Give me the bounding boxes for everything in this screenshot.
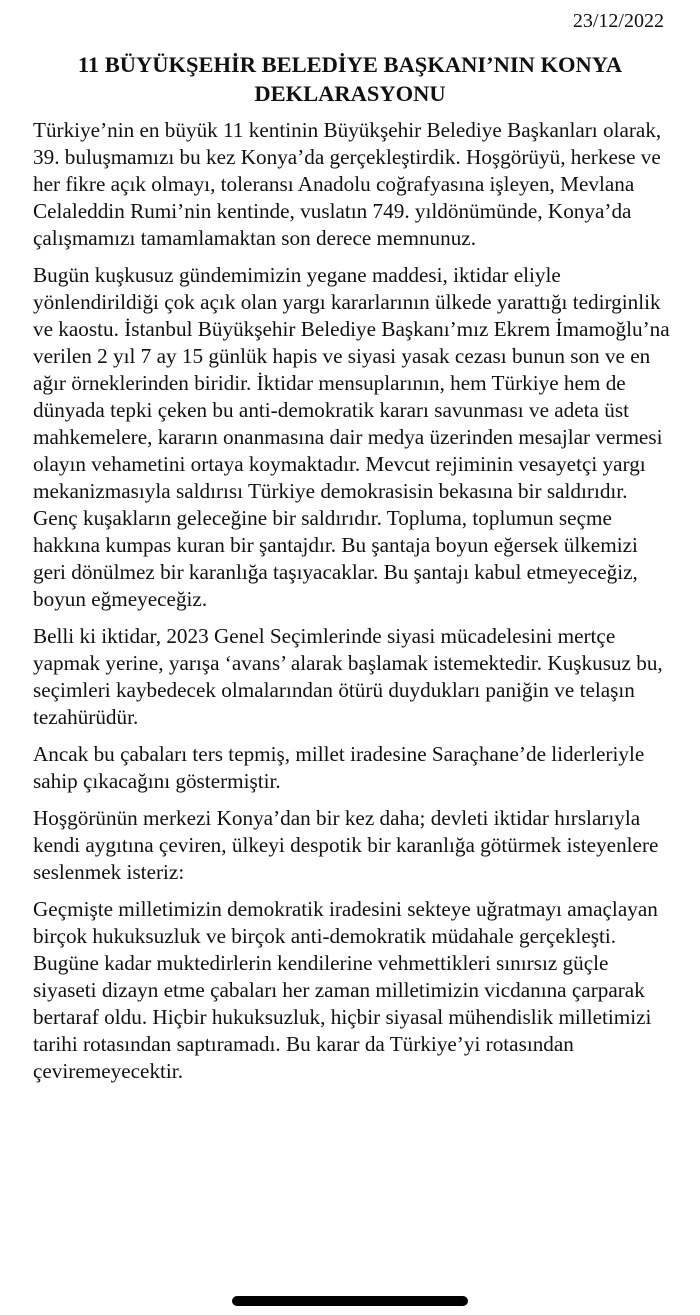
- document-body: [33, 117, 673, 1095]
- paragraph-intro: Türkiye’nin en büyük 11 kentinin Büyükşehir Belediye Başkanları olarak, 39. buluşmamızı bu kez Konya’da gerçekleştirdik. Hoşgörüyü, herkese ve her fikre açık olmayı, toleransı Anadolu coğrafyasına işleyen, Mevlana Celaleddin Rumi’nin kentinde, vuslatın 749. yıldönümünde, Konya’da çalışmamızı tamamlamaktan son derece memnunuz.: [33, 118, 662, 250]
- paragraph-sarachane: Ancak bu çabaları ters tepmiş, millet iradesine Saraçhane’de liderleriyle sahip çıkacağını göstermiştir.: [33, 742, 645, 793]
- paragraph-elections: Belli ki iktidar, 2023 Genel Seçimlerinde siyasi mücadelesini mertçe yapmak yerine, yarışa ‘avans’ alarak başlamak istemektedir. Kuşkusuz bu, seçimleri kaybedecek olmalarından ötürü duydukları paniğin ve telaşın tezahürüdür.: [33, 624, 663, 729]
- paragraph-history: Geçmişte milletimizin demokratik iradesini sekteye uğratmayı amaçlayan birçok hukuksuzluk ve birçok anti-demokratik müdahale gerçekleşti. Bugüne kadar muktedirlerin kendilerine vehmettikleri sınırsız güçle siyaseti dizayn etme çabaları her zaman milletimizin vicdanına çarparak bertaraf oldu. Hiçbir hukuksuzluk, hiçbir siyasal mühendislik milletimizi tarihi rotasından saptıramadı. Bu karar da Türkiye’yi rotasından çeviremeyecektir.: [33, 897, 658, 1083]
- home-indicator-bar[interactable]: [232, 1296, 468, 1306]
- document-date: 23/12/2022: [572, 10, 664, 32]
- document-title: 11 BÜYÜKŞEHİR BELEDİYE BAŞKANI’NIN KONYA DEKLARASYONU: [77, 52, 623, 106]
- paragraph-address: Hoşgörünün merkezi Konya’dan bir kez daha; devleti iktidar hırslarıyla kendi aygıtına çeviren, ülkeyi despotik bir karanlığa götürmek isteyenlere seslenmek isteriz:: [33, 806, 659, 884]
- paragraph-verdict: Bugün kuşkusuz gündemimizin yegane maddesi, iktidar eliyle yönlendirildiği çok açık olan yargı kararlarının ülkede yarattığı tedirginlik ve kaostu. İstanbul Büyükşehir Belediye Başkanı’mız Ekrem İmamoğlu’na verilen 2 yıl 7 ay 15 günlük hapis ve siyasi yasak cezası bunun son ve en ağır örneklerinden biridir. İktidar mensuplarının, hem Türkiye hem de dünyada tepki çeken bu anti-demokratik kararı savunması ve adeta üst mahkemelere, kararın onanmasına dair medya üzerinden mesajlar vermesi olayın vehametini ortaya koymaktadır. Mevcut rejiminin vesayetçi yargı mekanizmasıyla saldırısı Türkiye demokrasisin bekasına bir saldırıdır. Genç kuşakların geleceğine bir saldırıdır. Topluma, toplumun seçme hakkına kumpas kuran bir şantajdır. Bu şantaja boyun eğersek ülkemizi geri dönülmez bir karanlığa taşıyacaklar. Bu şantajı kabul etmeyeceğiz, boyun eğmeyeceğiz.: [33, 263, 670, 611]
